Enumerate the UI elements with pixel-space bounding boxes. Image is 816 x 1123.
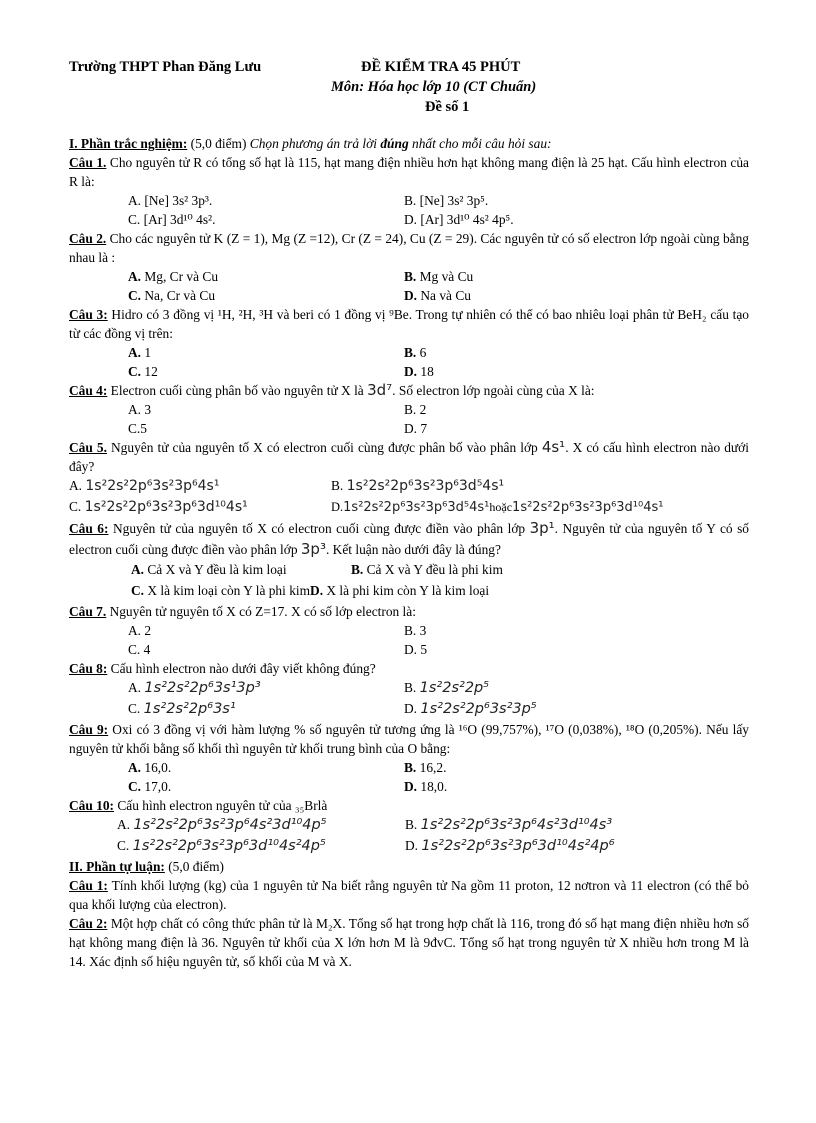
q4-options-row2 (69, 419, 749, 438)
part1-instr-c: nhất cho mỗi câu hỏi sau: (408, 136, 552, 151)
q5-text-b: . X có cấu hình electron nào dưới đây? (69, 440, 749, 474)
question-4 (69, 381, 749, 400)
q3-options-row1 (69, 343, 749, 362)
q1-option-b[interactable]: B. [Ne] 3s² 3p⁵. (404, 193, 489, 208)
q5-option-a[interactable]: A. 1s²2s²2p⁶3s²3p⁶4s¹ (69, 478, 220, 494)
question-5 (69, 438, 749, 476)
q3-options-row2 (69, 362, 749, 381)
q7-options-row1 (69, 621, 749, 640)
e2-text: Một hợp chất có công thức phân tử là M₂X. Tổng số hạt trong hợp chất là 116, trong đó số hạt mang điện nhiều hơn số hạt không mang điện là 36. Nguyên tử khối của X lớn hơn M là 9đvC. Tổng số hạt trong nguyên tử X nhiều hơn trong M là 14. Xác định số hiệu nguyên tử, số khối của M và X. (69, 916, 749, 969)
q10-option-a[interactable]: A. 1s²2s²2p⁶3s²3p⁶4s²3d¹⁰4p⁵ (117, 817, 327, 833)
q1-option-a[interactable]: A. [Ne] 3s² 3p³. (128, 193, 213, 208)
q2-options-row1 (69, 267, 749, 286)
question-10 (69, 796, 749, 815)
part2-heading (69, 857, 749, 876)
q1-label: Câu 1. (69, 155, 107, 170)
question-1 (69, 153, 749, 191)
q7-option-c[interactable]: C. 4 (128, 642, 151, 657)
q4-option-a[interactable]: A. 3 (128, 402, 152, 417)
q7-option-a[interactable]: A. 2 (128, 623, 152, 638)
q5-options-row2 (69, 497, 749, 518)
q3-option-b[interactable]: B. 6 (404, 345, 427, 360)
q2-option-b[interactable]: B. Mg và Cu (404, 269, 474, 284)
q1-text: Cho nguyên tử R có tổng số hạt là 115, hạt mang điện nhiều hơn hạt không mang điện là 25 hạt. Cấu hình electron của R là: (69, 155, 749, 189)
q6-config-1: 3p¹ (529, 519, 555, 537)
q6-options-row2 (69, 581, 749, 602)
q5-option-c[interactable]: C. 1s²2s²2p⁶3s²3p⁶3d¹⁰4s¹ (69, 499, 248, 515)
q8-options-row1 (69, 678, 749, 699)
q1-options-row2 (69, 210, 749, 229)
q10-options-row1 (69, 815, 749, 836)
q9-options-row2 (69, 777, 749, 796)
q3-label: Câu 3: (69, 307, 108, 322)
question-6 (69, 518, 749, 560)
question-9 (69, 720, 749, 758)
q3-option-c[interactable]: C. 12 (128, 364, 158, 379)
q8-options-row2 (69, 699, 749, 720)
exam-header (69, 58, 749, 134)
part1-points: (5,0 điểm) (187, 136, 250, 151)
q10-option-c[interactable]: C. 1s²2s²2p⁶3s²3p⁶3d¹⁰4s²4p⁵ (117, 838, 326, 854)
q9-text: Oxi có 3 đồng vị với hàm lượng % số nguyên tử tương ứng là ¹⁶O (99,757%), ¹⁷O (0,038%), ¹⁸O (0,205%). Nếu lấy nguyên tử khối bằng số khối thì nguyên tử khối trung bình của O bằng: (69, 722, 749, 756)
q9-option-d[interactable]: D. 18,0. (404, 779, 448, 794)
school-name: Trường THPT Phan Đăng Lưu (69, 59, 262, 75)
q10-text: Cấu hình electron nguyên tử của ₃₅Brlà (114, 798, 328, 813)
question-8 (69, 659, 749, 678)
q8-option-d[interactable]: D. 1s²2s²2p⁶3s²3p⁵ (404, 701, 537, 717)
exam-page (69, 58, 749, 971)
q1-options-row1 (69, 191, 749, 210)
essay-question-2 (69, 914, 749, 971)
e2-label: Câu 2: (69, 916, 108, 931)
q5-options-row1 (69, 476, 749, 497)
exam-title: ĐỀ KIỂM TRA 45 PHÚT (361, 59, 521, 75)
q8-option-b[interactable]: B. 1s²2s²2p⁵ (404, 680, 490, 696)
e1-text: Tính khối lượng (kg) của 1 nguyên tử Na biết rằng nguyên tử Na gồm 11 proton, 12 nơtron và 11 electron (có thể bỏ qua khối lượng của electron). (69, 878, 749, 912)
q2-text: Cho các nguyên tử K (Z = 1), Mg (Z =12), Cr (Z = 24), Cu (Z = 29). Các nguyên tử có số electron lớp ngoài cùng bằng nhau là : (69, 231, 749, 265)
q10-label: Câu 10: (69, 798, 115, 813)
q10-option-d[interactable]: D. 1s²2s²2p⁶3s²3p⁶3d¹⁰4s²4p⁶ (405, 838, 615, 854)
q5-label: Câu 5. (69, 440, 107, 455)
part1-instr-b: đúng (380, 136, 409, 151)
q4-config: 3d⁷ (367, 381, 393, 399)
q4-option-b[interactable]: B. 2 (404, 402, 427, 417)
q10-option-b[interactable]: B. 1s²2s²2p⁶3s²3p⁶4s²3d¹⁰4s³ (405, 817, 613, 833)
q3-option-d[interactable]: D. 18 (404, 364, 434, 379)
exam-code: Đề số 1 (425, 99, 470, 115)
q2-option-c[interactable]: C. Na, Cr và Cu (128, 288, 216, 303)
q4-text-a: Electron cuối cùng phân bố vào nguyên tử X là (107, 383, 368, 398)
q5-option-b[interactable]: B. 1s²2s²2p⁶3s²3p⁶3d⁵4s¹ (331, 478, 505, 494)
q6-text-a: Nguyên tử của nguyên tố X có electron cuối cùng được điền vào phân lớp (108, 521, 530, 536)
q8-text: Cấu hình electron nào dưới đây viết không đúng? (107, 661, 376, 676)
part1-title: I. Phần trắc nghiệm: (69, 136, 188, 151)
q4-label: Câu 4: (69, 383, 108, 398)
exam-subject: Môn: Hóa học lớp 10 (CT Chuẩn) (331, 79, 537, 95)
part2-points: (5,0 điểm) (164, 859, 224, 874)
q4-options-row1 (69, 400, 749, 419)
essay-question-1 (69, 876, 749, 914)
q10-options-row2 (69, 836, 749, 857)
q6-option-a[interactable]: A. Cả X và Y đều là kim loại (131, 562, 287, 577)
q9-label: Câu 9: (69, 722, 109, 737)
q6-option-c[interactable]: C. X là kim loại còn Y là phi kim (131, 583, 311, 598)
q6-options-row1 (69, 560, 749, 581)
q9-option-a[interactable]: A. 16,0. (128, 760, 172, 775)
q9-options-row1 (69, 758, 749, 777)
q1-option-c[interactable]: C. [Ar] 3d¹⁰ 4s². (128, 212, 216, 227)
q8-option-c[interactable]: C. 1s²2s²2p⁶3s¹ (128, 701, 236, 717)
q7-label: Câu 7. (69, 604, 107, 619)
q4-option-d[interactable]: D. 7 (404, 421, 428, 436)
q4-text-b: . Số electron lớp ngoài cùng của X là: (392, 383, 595, 398)
q6-text-b: . Nguyên tử của nguyên tố Y có số electron cuối cùng được điền vào phân lớp (69, 521, 749, 557)
q5-option-d[interactable]: D.1s²2s²2p⁶3s²3p⁶3d⁵4s¹hoặc1s²2s²2p⁶3s²3p⁶3d¹⁰4s¹ (331, 500, 664, 515)
q3-option-a[interactable]: A. 1 (128, 345, 152, 360)
q9-option-c[interactable]: C. 17,0. (128, 779, 172, 794)
q7-options-row2 (69, 640, 749, 659)
q8-label: Câu 8: (69, 661, 108, 676)
q6-option-b[interactable]: B. Cả X và Y đều là phi kim (351, 562, 503, 577)
q2-label: Câu 2. (69, 231, 107, 246)
q6-text-c: . Kết luận nào dưới đây là đúng? (325, 542, 501, 557)
q6-label: Câu 6: (69, 521, 109, 536)
q8-option-a[interactable]: A. 1s²2s²2p⁶3s¹3p³ (128, 680, 261, 696)
question-7 (69, 602, 749, 621)
part1-instr-a: Chọn phương án trả lời (249, 136, 381, 151)
q2-option-d[interactable]: D. Na và Cu (404, 288, 471, 303)
part2-title: II. Phần tự luận: (69, 859, 165, 874)
q7-option-b[interactable]: B. 3 (404, 623, 427, 638)
part1-heading (69, 134, 749, 153)
q4-option-c[interactable]: C.5 (128, 421, 147, 436)
q2-option-a[interactable]: A. Mg, Cr và Cu (128, 269, 219, 284)
q7-option-d[interactable]: D. 5 (404, 642, 428, 657)
question-2 (69, 229, 749, 267)
q2-options-row2 (69, 286, 749, 305)
q9-option-b[interactable]: B. 16,2. (404, 760, 447, 775)
q6-option-d[interactable]: D. X là phi kim còn Y là kim loại (310, 583, 490, 598)
q7-text: Nguyên tử nguyên tố X có Z=17. X có số lớp electron là: (106, 604, 416, 619)
q3-text: Hidro có 3 đồng vị ¹H, ²H, ³H và beri có 1 đồng vị ⁹Be. Trong tự nhiên có thể có bao nhiêu loại phân tử BeH₂ cấu tạo từ các đồng vị trên: (69, 307, 749, 341)
q6-config-2: 3p³ (300, 540, 326, 558)
e1-label: Câu 1: (69, 878, 108, 893)
q1-option-d[interactable]: D. [Ar] 3d¹⁰ 4s² 4p⁵. (404, 212, 514, 227)
q5-text-a: Nguyên tử của nguyên tố X có electron cuối cùng được phân bố vào phân lớp (106, 440, 542, 455)
question-3 (69, 305, 749, 343)
q5-config: 4s¹ (541, 438, 566, 456)
